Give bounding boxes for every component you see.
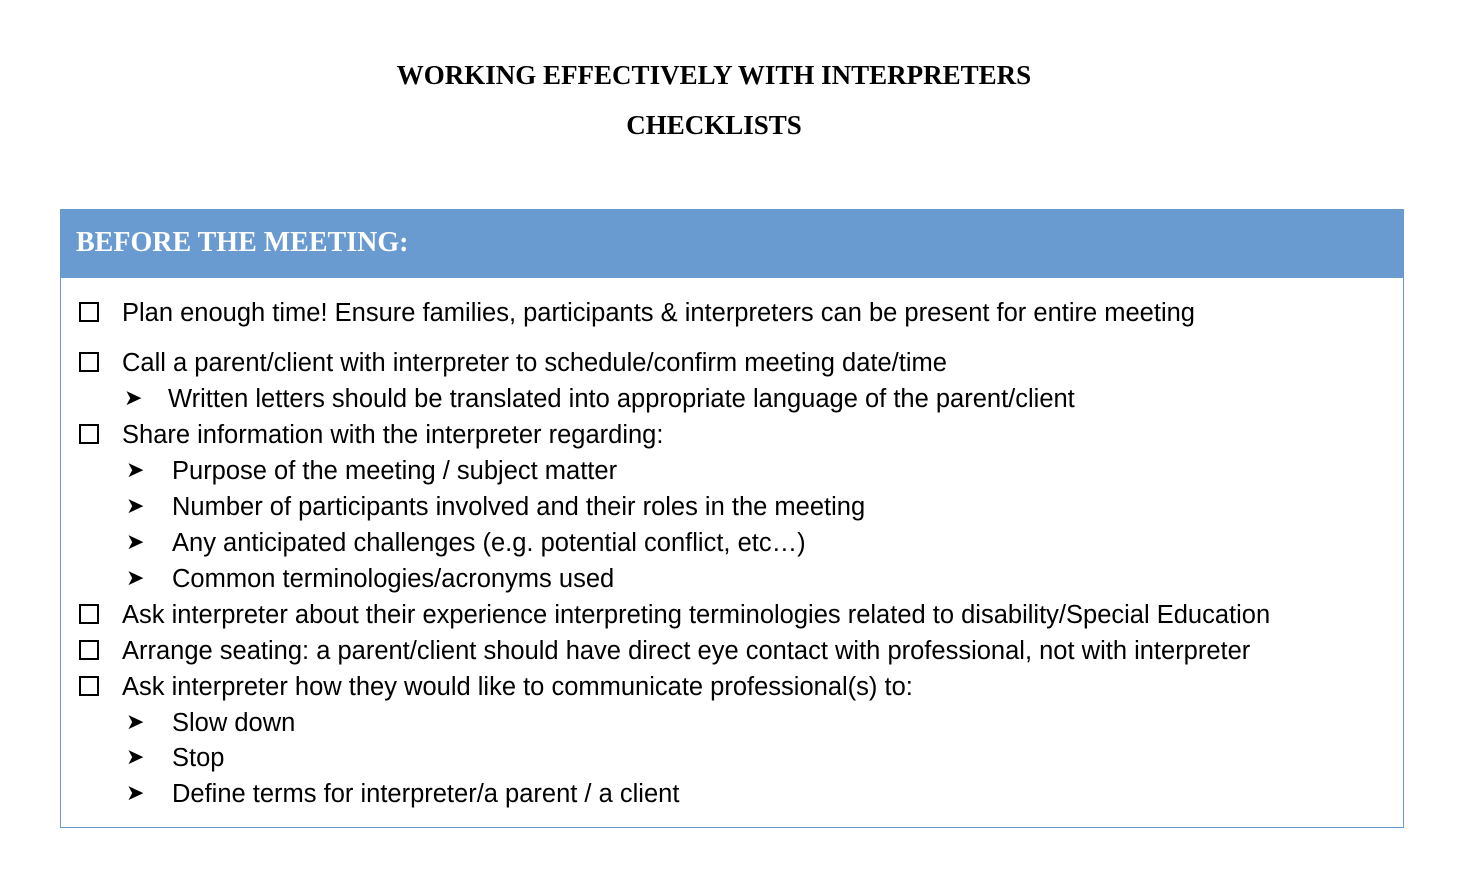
checklist-subitem: Stop bbox=[172, 744, 225, 772]
checklist-subitem: Purpose of the meeting / subject matter bbox=[172, 457, 618, 485]
section-header bbox=[61, 210, 1403, 278]
arrow-bullet-icon: ➤ bbox=[124, 385, 143, 410]
document-title: WORKING EFFECTIVELY WITH INTERPRETERS bbox=[396, 60, 1032, 90]
checklist-item: Call a parent/client with interpreter to schedule/confirm meeting date/time bbox=[122, 349, 947, 377]
arrow-bullet-icon: ➤ bbox=[126, 457, 145, 482]
checklist-subitem: Common terminologies/acronyms used bbox=[172, 565, 615, 593]
arrow-bullet-icon: ➤ bbox=[126, 529, 145, 554]
arrow-bullet-icon: ➤ bbox=[126, 780, 145, 805]
arrow-bullet-icon: ➤ bbox=[126, 744, 145, 769]
checklist-item: Plan enough time! Ensure families, participants & interpreters can be present for entire meeting bbox=[122, 299, 1195, 327]
arrow-bullet-icon: ➤ bbox=[126, 493, 145, 518]
checklist-subitem: Number of participants involved and their roles in the meeting bbox=[172, 493, 866, 521]
checkbox[interactable] bbox=[79, 676, 99, 696]
arrow-bullet-icon: ➤ bbox=[126, 565, 145, 590]
checklist-item: Arrange seating: a parent/client should have direct eye contact with professional, not with interpreter bbox=[122, 637, 1251, 665]
checklist-item: Ask interpreter how they would like to communicate professional(s) to: bbox=[122, 673, 913, 701]
arrow-bullet-icon: ➤ bbox=[126, 709, 145, 734]
document-subtitle: CHECKLISTS bbox=[626, 110, 802, 140]
checkbox[interactable] bbox=[79, 352, 99, 372]
checklist-subitem: Define terms for interpreter/a parent / a client bbox=[172, 780, 680, 808]
checklist-subitem: Any anticipated challenges (e.g. potential conflict, etc…) bbox=[172, 529, 806, 557]
checkbox[interactable] bbox=[79, 640, 99, 660]
section-heading: BEFORE THE MEETING: bbox=[76, 227, 409, 258]
checkbox[interactable] bbox=[79, 424, 99, 444]
checkbox[interactable] bbox=[79, 604, 99, 624]
checklist-item: Ask interpreter about their experience interpreting terminologies related to disability/Special Education bbox=[122, 601, 1271, 629]
checkbox[interactable] bbox=[79, 302, 99, 322]
checklist-subitem: Slow down bbox=[172, 709, 296, 737]
checklist-subitem: Written letters should be translated into appropriate language of the parent/client bbox=[168, 385, 1075, 413]
checklist-item: Share information with the interpreter regarding: bbox=[122, 421, 664, 449]
